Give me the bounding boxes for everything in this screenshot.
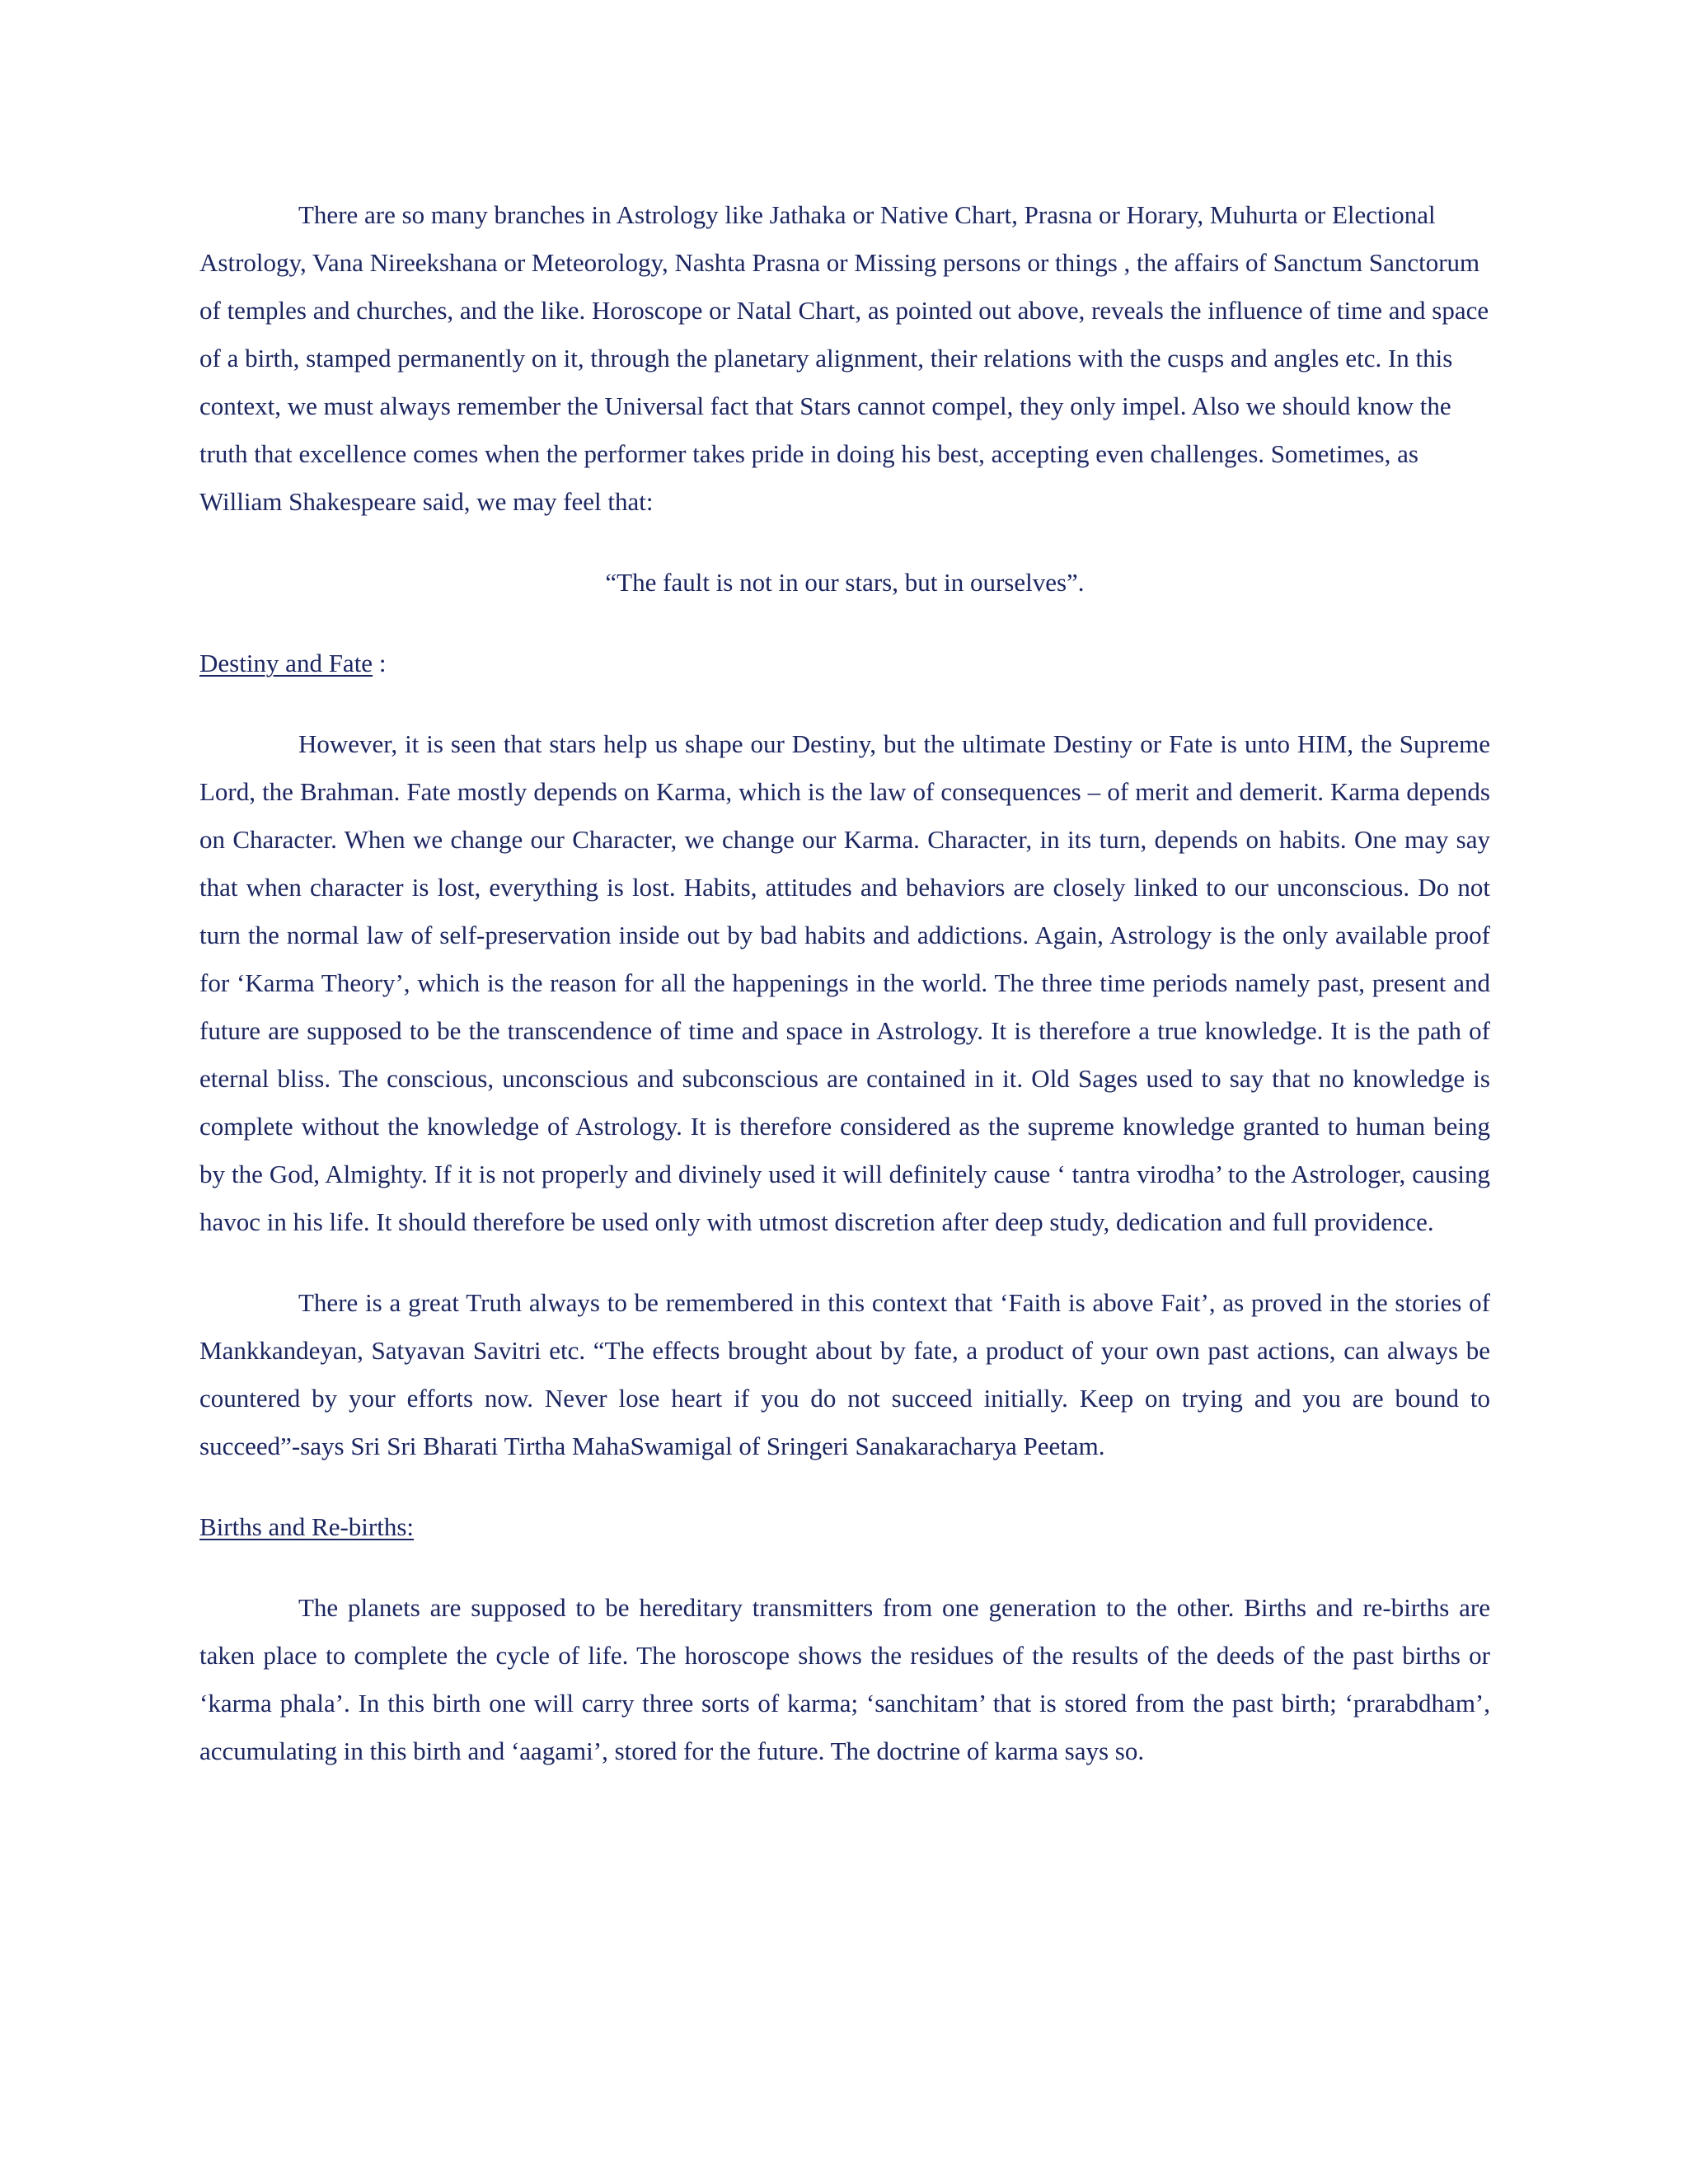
heading-destiny-and-fate-colon: : [373,649,387,677]
paragraph-branches-of-astrology: There are so many branches in Astrology like Jathaka or Native Chart, Prasna or Horary, Muhurta or Electional Astrology, Vana Nireekshana or Meteorology, Nashta Prasna or Missing persons or things , the affairs of Sanctum Sanctorum of temples and churches, and the like. Horoscope or Natal Chart, as pointed out above, reveals the influence of time and space of a birth, stamped permanently on it, through the planetary alignment, their relations with the cusps and angles etc. In this context, we must always remember the Universal fact that Stars cannot compel, they only impel. Also we should know the truth that excellence comes when the performer takes pride in doing his best, accepting even challenges. Sometimes, as William Shakespeare said, we may feel that: [199,200,1489,516]
paragraph-destiny-and-karma: However, it is seen that stars help us shape our Destiny, but the ultimate Destiny or Fate is unto HIM, the Supreme Lord, the Brahman. Fate mostly depends on Karma, which is the law of consequences – of merit and demerit. Karma depends on Character. When we change our Character, we change our Karma. Character, in its turn, depends on habits. One may say that when character is lost, everything is lost. Habits, attitudes and behaviors are closely linked to our unconscious. Do not turn the normal law of self-preservation inside out by bad habits and addictions. Again, Astrology is the only available proof for ‘Karma Theory’, which is the reason for all the happenings in the world. The three time periods namely past, present and future are supposed to be the transcendence of time and space in Astrology. It is therefore a true knowledge. It is the path of eternal bliss. The conscious, unconscious and subconscious are contained in it. Old Sages used to say that no knowledge is complete without the knowledge of Astrology. It is therefore considered as the supreme knowledge granted to human being by the God, Almighty. If it is not properly and divinely used it will definitely cause ‘ tantra virodha’ to the Astrologer, causing havoc in his life. It should therefore be used only with utmost discretion after deep study, dedication and full providence. [199,729,1490,1236]
document-body [199,191,1490,1775]
paragraph-births-and-rebirths: The planets are supposed to be hereditary transmitters from one generation to the other. Births and re-births are taken place to complete the cycle of life. The horoscope shows the residues of the results of the deeds of the past births or ‘karma phala’. In this birth one will carry three sorts of karma; ‘sanchitam’ that is stored from the past birth; ‘prarabdham’, accumulating in this birth and ‘aagami’, stored for the future. The doctrine of karma says so. [199,1593,1490,1765]
heading-births-and-rebirths-text: Births and Re-births: [199,1512,415,1541]
paragraph-faith-above-fate: There is a great Truth always to be remembered in this context that ‘Faith is above Fait’, as proved in the stories of Mankkandeyan, Satyavan Savitri etc. “The effects brought about by fate, a product of your own past actions, can always be countered by your efforts now. Never lose heart if you do not succeed initially. Keep on trying and you are bound to succeed”-says Sri Sri Bharati Tirtha MahaSwamigal of Sringeri Sanakaracharya Peetam. [199,1288,1490,1460]
heading-destiny-and-fate-text: Destiny and Fate [199,649,373,677]
shakespeare-quote: “The fault is not in our stars, but in ourselves”. [605,568,1085,597]
section-heading-births-and-rebirths [199,1503,1490,1551]
section-heading-destiny-and-fate [199,640,1490,687]
